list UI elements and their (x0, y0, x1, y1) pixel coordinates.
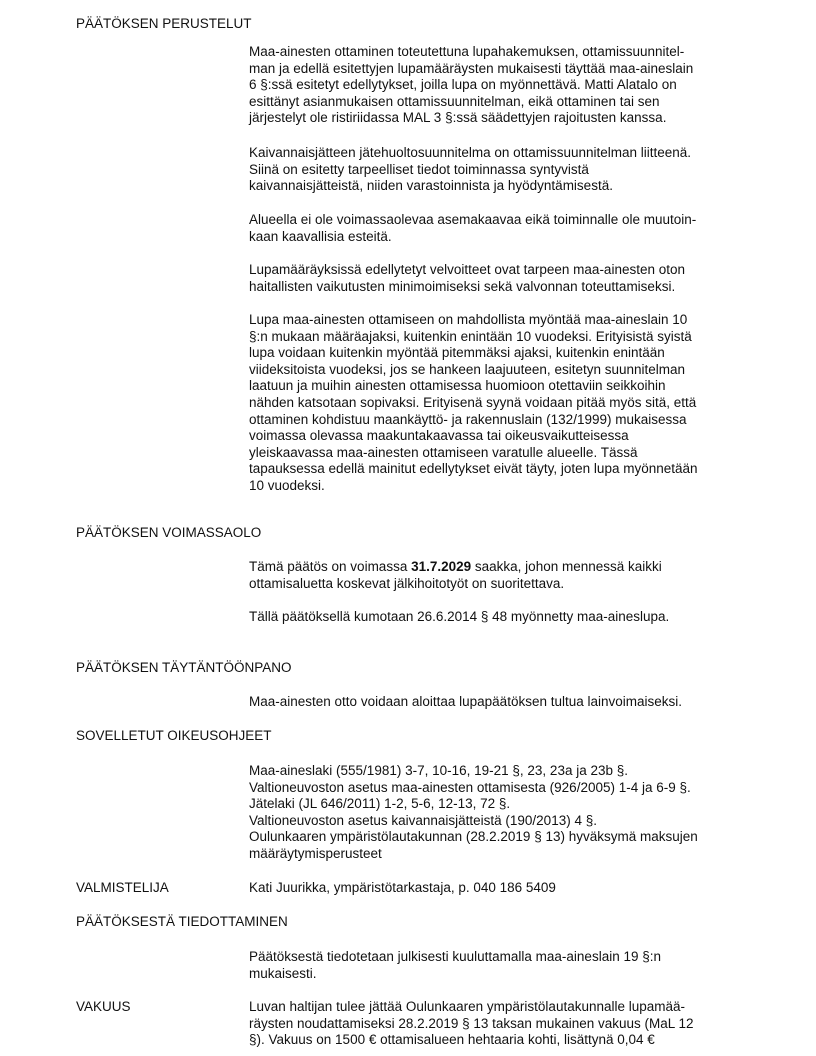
section-heading-tiedottaminen: PÄÄTÖKSESTÄ TIEDOTTAMINEN (76, 914, 288, 929)
text-line: 6 §:ssä esitetyt edellytykset, joilla lupa on myönnettävä. Matti Alatalo on (249, 77, 677, 93)
section-heading-oikeusohjeet: SOVELLETUT OIKEUSOHJEET (76, 728, 272, 743)
text-line: järjestelyt ole ristiriidassa MAL 3 §:ssä säädettyjen rajoitusten kanssa. (249, 110, 667, 126)
text-line: nähden katsotaan sopivaksi. Erityisenä syynä voidaan pitää myös sitä, että (249, 394, 697, 410)
section-heading-voimassaolo: PÄÄTÖKSEN VOIMASSAOLO (76, 525, 262, 540)
perustelut-paragraph-1 (249, 44, 741, 127)
text-line: haitallisten vaikutusten minimoimiseksi sekä valvonnan toteuttamiseksi. (249, 278, 676, 294)
text-line: yleiskaavassa maa-ainesten ottamiseen varatulle alueelle. Tässä (249, 444, 638, 460)
text-line: Lupa maa-ainesten ottamiseen on mahdollista myöntää maa-aineslain 10 (249, 312, 688, 327)
text-line: tapauksessa edellä mainitut edellytykset eivät täyty, joten lupa myönnetään (249, 461, 698, 477)
text-line: Kaivannaisjätteen jätehuoltosuunnitelma on ottamissuunnitelman liitteenä. (249, 145, 692, 160)
text-line: viideksitoista vuodeksi, jos se hankeen laajuuteen, esitetyn suunnitelman (249, 361, 686, 377)
list-item: määräytymisperusteet (249, 845, 382, 861)
text-line: Kati Juurikka, ympäristötarkastaja, p. 040 186 5409 (249, 880, 556, 895)
vakuus-paragraph-1 (249, 999, 741, 1049)
voimassaolo-paragraph-2 (249, 609, 741, 626)
text-line: laatuun ja muihin ainesten ottamisessa huomioon otettaviin seikkoihin (249, 378, 666, 394)
text-line: esittänyt asianmukaisen ottamissuunnitelman, eikä ottaminen tai sen (249, 93, 660, 109)
section-heading-taytantoonpano: PÄÄTÖKSEN TÄYTÄNTÖÖNPANO (76, 660, 292, 675)
text-line: kaivannaisjätteistä, niiden varastoinnista ja hyödyntämisestä. (249, 178, 613, 194)
perustelut-paragraph-4 (249, 262, 741, 295)
text-line: räysten noudattamiseksi 28.2.2019 § 13 taksan mukainen vakuus (MaL 12 (249, 1015, 694, 1031)
list-item: Maa-aineslaki (555/1981) 3-7, 10-16, 19-21 §, 23, 23a ja 23b §. (249, 763, 629, 778)
text-line: Siinä on esitetty tarpeelliset tiedot toiminnassa syntyvistä (249, 161, 589, 177)
text-line: lupa voidaan kuitenkin myöntää pitemmäksi ajaksi, kuitenkin enintään (249, 345, 665, 361)
text-line: ottaminen kohdistuu maankäyttö- ja rakennuslain (132/1999) mukaisessa (249, 411, 687, 427)
section-heading-valmistelija: VALMISTELIJA (76, 880, 169, 895)
perustelut-paragraph-5 (249, 312, 741, 495)
text-line: Päätöksestä tiedotetaan julkisesti kuuluttamalla maa-aineslain 19 §:n (249, 949, 661, 964)
text-line (249, 559, 741, 576)
perustelut-paragraph-3 (249, 212, 741, 245)
list-item: Valtioneuvoston asetus maa-ainesten ottamisesta (926/2005) 1-4 ja 6-9 §. (249, 779, 691, 795)
list-item: Oulunkaaren ympäristölautakunnan (28.2.2019 § 13) hyväksymä maksujen (249, 829, 698, 845)
text-line: ottamisaluetta koskevat jälkihoitotyöt on suoritettava. (249, 575, 565, 591)
text-line: 10 vuodeksi. (249, 477, 325, 493)
text-line: Alueella ei ole voimassaolevaa asemakaavaa eikä toiminnalle ole muutoin- (249, 212, 697, 227)
text-fragment: saakka, johon mennessä kaikki (471, 559, 662, 574)
text-line: voimassa olevassa maakuntakaavassa tai oikeusvaikutteisessa (249, 428, 629, 444)
text-line: kaan kaavallisia esteitä. (249, 228, 392, 244)
voimassaolo-paragraph-1 (249, 559, 741, 592)
text-line: §). Vakuus on 1500 € ottamisalueen hehtaaria kohti, lisättynä 0,04 € (249, 1032, 655, 1048)
list-item: Valtioneuvoston asetus kaivannaisjätteistä (190/2013) 4 §. (249, 812, 597, 828)
text-line: Lupamääräyksissä edellytetyt velvoitteet ovat tarpeen maa-ainesten oton (249, 262, 686, 277)
expiry-date: 31.7.2029 (411, 559, 472, 574)
oikeusohjeet-list (249, 763, 741, 863)
section-heading-vakuus: VAKUUS (76, 999, 131, 1014)
text-line: Maa-ainesten ottaminen toteutettuna lupahakemuksen, ottamissuunnitel- (249, 44, 685, 59)
tiedottaminen-paragraph-1 (249, 949, 741, 982)
text-line: Tällä päätöksellä kumotaan 26.6.2014 § 48 myönnetty maa-aineslupa. (249, 609, 670, 624)
taytantoonpano-paragraph-1 (249, 694, 741, 711)
text-line: man ja edellä esitettyjen lupamääräysten mukaisesti täyttää maa-aineslain (249, 60, 694, 76)
section-heading-perustelut: PÄÄTÖKSEN PERUSTELUT (76, 16, 252, 31)
text-line: §:n mukaan määräajaksi, kuitenkin enintään 10 vuodeksi. Erityisistä syistä (249, 328, 692, 344)
text-line: Luvan haltijan tulee jättää Oulunkaaren ympäristölautakunnalle lupamää- (249, 999, 686, 1014)
text-fragment: Tämä päätös on voimassa (249, 559, 412, 574)
text-line: Maa-ainesten otto voidaan aloittaa lupapäätöksen tultua lainvoimaiseksi. (249, 694, 683, 709)
text-line: mukaisesti. (249, 965, 317, 981)
list-item: Jätelaki (JL 646/2011) 1-2, 5-6, 12-13, 72 §. (249, 796, 511, 812)
valmistelija-text (249, 880, 741, 897)
perustelut-paragraph-2 (249, 145, 741, 195)
